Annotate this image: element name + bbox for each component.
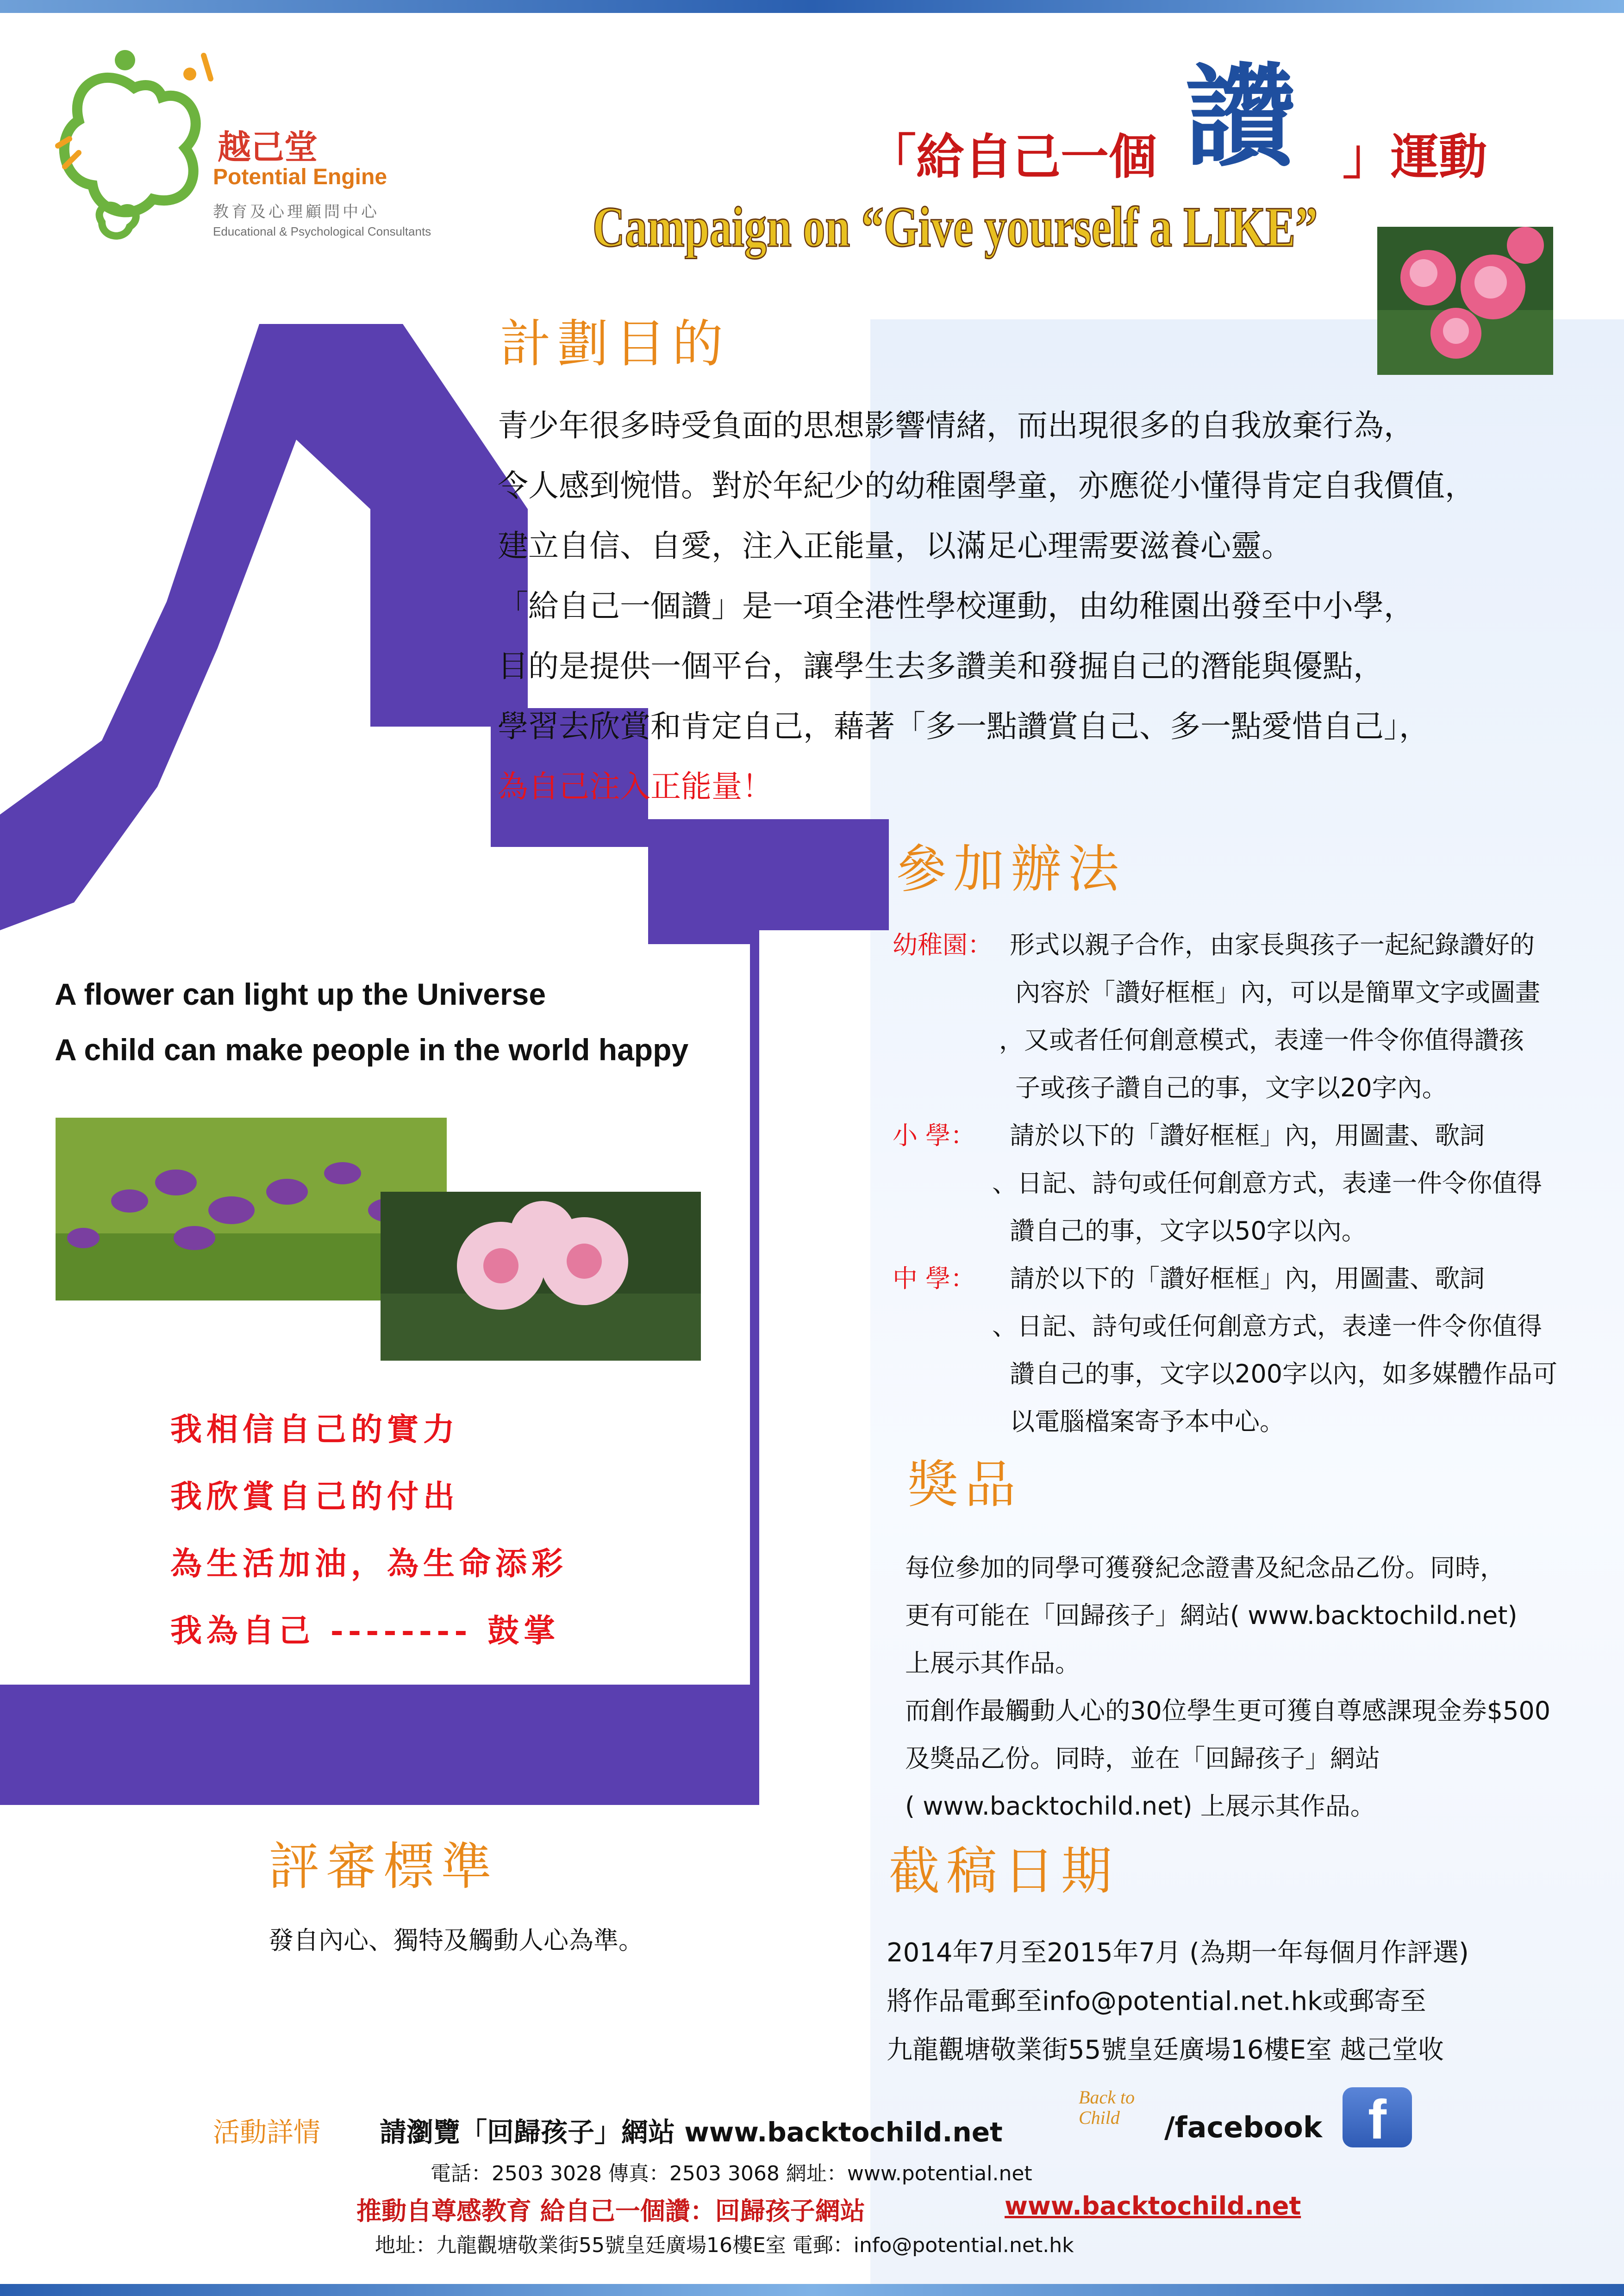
deadline-submit: 將作品電郵至info@potential.net.hk或郵寄至 — [887, 1986, 1426, 2016]
prize-line: 每位參加的同學可獲發紀念證書及紀念品乙份。同時， — [905, 1553, 1505, 1582]
purpose-line: 建立自信、自愛，注入正能量，以滿足心理需要滋養心靈。 — [498, 528, 1292, 564]
slogan-line-2: 我欣賞自己的付出 — [170, 1478, 460, 1515]
logo-subtitle-chinese: 教育及心理顧問中心 — [213, 203, 380, 221]
kindergarten-line: 內容於「讚好框框」內，可以是簡單文字或圖畫 — [1015, 978, 1540, 1007]
prize-heading: 獎品 — [907, 1455, 1022, 1514]
purpose-line: 目的是提供一個平台，讓學生去多讚美和發掘自己的潛能與優點， — [498, 648, 1384, 684]
pink-flower-photo — [381, 1192, 701, 1361]
logo-chinese-name: 越己堂 — [218, 127, 318, 167]
logo-subtitle-english: Educational & Psychological Consultants — [213, 224, 431, 238]
footer-promo-url[interactable]: www.backtochild.net — [1005, 2191, 1301, 2221]
campaign-english-title: Campaign on “Give yourself a LIKE” — [593, 195, 1318, 259]
title-right: 」運動 — [1343, 129, 1487, 185]
facebook-icon[interactable]: f — [1343, 2087, 1412, 2147]
primary-line: 讚自己的事，文字以50字以內。 — [1010, 1216, 1367, 1245]
judging-text: 發自內心、獨特及觸動人心為準。 — [269, 1926, 643, 1955]
kindergarten-label: 幼稚園： — [893, 930, 993, 959]
secondary-line: 以電腦檔案寄予本中心。 — [1010, 1407, 1285, 1436]
purpose-line: 青少年很多時受負面的思想影響情緒，而出現很多的自我放棄行為， — [498, 408, 1414, 443]
bottom-border — [0, 2284, 1624, 2296]
purpose-line: 「給自己一個讚」是一項全港性學校運動，由幼稚園出發至中小學， — [498, 588, 1414, 624]
prize-line: 上展示其作品。 — [905, 1649, 1080, 1678]
potential-engine-logo-icon — [51, 46, 218, 250]
footer-promo-label: 推動自尊感教育 給自己一個讚：回歸孩子網站 — [356, 2196, 865, 2226]
method-heading: 參加辦法 — [896, 840, 1125, 899]
purpose-highlight: 為自己注入正能量！ — [498, 769, 773, 804]
btc-logo-text: Back to Child — [1079, 2087, 1135, 2128]
purpose-line: 令人感到惋惜。對於年紀少的幼稚園學童，亦應從小懂得肯定自我價值， — [498, 468, 1475, 504]
primary-line: 、日記、詩句或任何創意方式，表達一件令你值得 — [992, 1169, 1542, 1198]
footer-contact: 電話：2503 3028 傳真：2503 3068 網址：www.potential.net — [431, 2162, 1032, 2185]
judging-heading: 評審標準 — [269, 1837, 498, 1896]
deadline-heading: 截稿日期 — [889, 1842, 1118, 1901]
back-to-child-logo — [1079, 2087, 1153, 2138]
deadline-address: 九龍觀塘敬業街55號皇廷廣場16樓E室 越己堂收 — [887, 2035, 1444, 2065]
azalea-photo — [1377, 227, 1553, 375]
footer-facebook-link[interactable]: /facebook — [1164, 2110, 1323, 2144]
quote-line-1: A flower can light up the Universe — [55, 977, 546, 1011]
slogan-line-4: 我為自己 -------- 鼓掌 — [170, 1612, 560, 1649]
kindergarten-line: ，又或者任何創意模式，表達一件令你值得讚孩 — [999, 1026, 1524, 1055]
purpose-body — [498, 396, 1618, 817]
purpose-line: 學習去欣賞和肯定自己，藉著「多一點讚賞自己、多一點愛惜自己」， — [498, 709, 1430, 744]
purpose-heading: 計劃目的 — [500, 314, 730, 373]
cuff-edge — [750, 944, 759, 1805]
footer-details-label: 活動詳情 — [213, 2116, 321, 2148]
slogan-line-3: 為生活加油，為生命添彩 — [170, 1545, 568, 1582]
secondary-label: 中 學： — [893, 1264, 976, 1293]
primary-label: 小 學： — [893, 1121, 976, 1150]
primary-line: 請於以下的「讚好框框」內，用圖畫、歌詞 — [1010, 1121, 1485, 1150]
secondary-line: 讚自己的事，文字以200字以內，如多媒體作品可 — [1010, 1359, 1558, 1388]
slogan-line-1: 我相信自己的實力 — [170, 1411, 460, 1448]
kindergarten-line: 形式以親子合作，由家長與孩子一起紀錄讚好的 — [1010, 930, 1535, 959]
footer-details-link[interactable]: 請瀏覽「回歸孩子」網站 www.backtochild.net — [380, 2116, 1003, 2148]
prize-line: ( www.backtochild.net) 上展示其作品。 — [905, 1792, 1375, 1821]
secondary-line: 請於以下的「讚好框框」內，用圖畫、歌詞 — [1010, 1264, 1485, 1293]
prize-line: 更有可能在「回歸孩子」網站( www.backtochild.net) — [905, 1601, 1518, 1630]
deadline-period: 2014年7月至2015年7月 (為期一年每個月作評選) — [887, 1938, 1469, 1968]
quote-line-2: A child can make people in the world happy — [55, 1033, 689, 1067]
footer-address: 地址：九龍觀塘敬業街55號皇廷廣場16樓E室 電郵：info@potential.net.hk — [375, 2234, 1074, 2257]
secondary-line: 、日記、詩句或任何創意方式，表達一件令你值得 — [992, 1312, 1542, 1341]
title-like-character: 讚 — [1185, 52, 1297, 182]
title-left: 「給自己一個 — [868, 129, 1157, 185]
prize-line: 及獎品乙份。同時，並在「回歸孩子」網站 — [905, 1744, 1380, 1773]
prize-line: 而創作最觸動人心的30位學生更可獲自尊感課現金券$500 — [905, 1696, 1551, 1725]
logo-english-name: Potential Engine — [213, 165, 387, 189]
kindergarten-line: 子或孩子讚自己的事，文字以20字內。 — [1015, 1073, 1447, 1102]
